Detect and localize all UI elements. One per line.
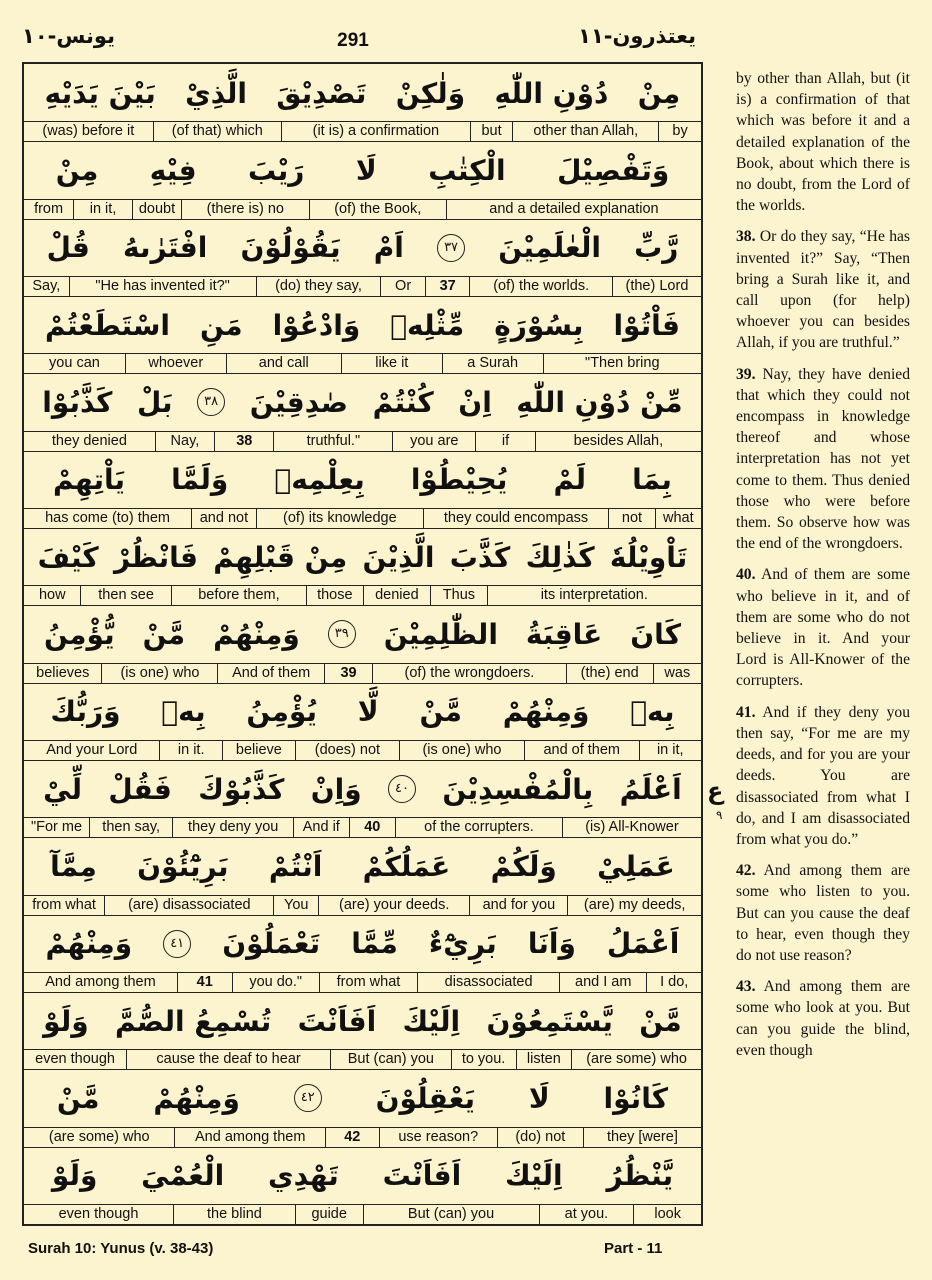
- arabic-line: [24, 915, 701, 973]
- arabic-word: رَيْبَ: [248, 153, 305, 187]
- arabic-word: لَا: [355, 153, 377, 187]
- arabic-word: بِمَا: [632, 463, 672, 497]
- translation-text: And among them are some who listen to you. But can you cause the deaf to hear, even though they do not use reason?: [736, 862, 910, 964]
- english-gloss-line: [24, 431, 701, 451]
- ayah-number-marker: ٣٩: [328, 620, 356, 648]
- arabic-word: اَعْلَمُ: [619, 772, 682, 806]
- header-surah-arabic: يونس-١٠: [22, 24, 115, 48]
- translation-paragraph: [736, 976, 910, 1061]
- arabic-word: مَنِ: [200, 308, 243, 342]
- arabic-word: مِّنْ دُوْنِ اللّٰهِ: [516, 385, 683, 419]
- arabic-word: اَمْ: [373, 231, 404, 265]
- gloss-cell: listen: [516, 1050, 572, 1069]
- gloss-cell: truthful.": [273, 432, 392, 451]
- translation-paragraph: [736, 226, 910, 353]
- arabic-word: اِنْ: [458, 385, 492, 419]
- arabic-word: مِنْ قَبْلِهِمْ: [213, 540, 348, 574]
- gloss-cell: But (can) you: [330, 1050, 451, 1069]
- gloss-cell: (are some) who: [48, 1128, 150, 1145]
- gloss-cell: (is one) who: [399, 741, 524, 760]
- gloss-cell: you are: [392, 432, 475, 451]
- translation-text: Or do they say, “He has invented it?” Say, “Then bring a Surah like it, and call upon (for help) whoever you can besides Allah, if you are truthful.”: [736, 228, 910, 352]
- arabic-word: وَاِنْ: [310, 772, 362, 806]
- arabic-word: يُحِيْطُوْا: [410, 463, 508, 497]
- gloss-cell: other than Allah,: [512, 122, 658, 141]
- verse-number: 41.: [736, 703, 756, 721]
- word-by-word-grid: [22, 62, 703, 1226]
- arabic-word: فَاْتُوْا: [613, 308, 680, 342]
- arabic-word: كَذٰلِكَ: [525, 540, 595, 574]
- arabic-word: وَمِنْهُمْ: [153, 1081, 240, 1115]
- gloss-cell: (of that) which: [153, 122, 282, 141]
- arabic-word: كَذَّبَ: [449, 540, 511, 574]
- gloss-cell: "For me: [30, 819, 83, 836]
- arabic-word: بَلْ: [137, 385, 173, 419]
- arabic-word: لَّا: [357, 695, 379, 729]
- arabic-word: وَلَوْ: [51, 1159, 98, 1193]
- gloss-cell: not: [608, 509, 654, 528]
- gloss-cell: denied: [363, 586, 431, 605]
- gloss-cell: they denied: [51, 432, 127, 449]
- verse-row: [24, 141, 701, 219]
- gloss-cell: (are) my deeds,: [567, 896, 701, 915]
- gloss-cell: and of them: [524, 741, 639, 760]
- arabic-word: مَّنْ: [142, 617, 186, 651]
- arabic-word: وَمِنْهُمْ: [45, 927, 133, 961]
- gloss-cell: from: [34, 200, 64, 217]
- english-gloss-line: [24, 740, 701, 760]
- gloss-cell: (of) the Book,: [309, 200, 446, 219]
- gloss-cell: in it,: [73, 200, 132, 219]
- arabic-word: لَا: [528, 1081, 550, 1115]
- arabic-line: [24, 141, 701, 199]
- gloss-cell: the blind: [173, 1205, 295, 1224]
- arabic-word: رَّبِّ: [634, 231, 679, 265]
- gloss-cell: even though: [58, 1205, 139, 1222]
- arabic-word: بِهٖ: [630, 695, 675, 729]
- english-gloss-line: [24, 663, 701, 683]
- arabic-word: اَعْمَلُ: [606, 927, 680, 961]
- arabic-word: لِّيْ: [43, 772, 83, 806]
- gloss-cell: but: [470, 122, 513, 141]
- english-gloss-line: [24, 276, 701, 296]
- arabic-word: فِيْهِ: [149, 153, 197, 187]
- arabic-word: بَيْنَ يَدَيْهِ: [44, 76, 156, 110]
- footer-surah-reference: Surah 10: Yunus (v. 38-43): [28, 1240, 214, 1257]
- arabic-word: يَّنْظُرُ: [606, 1159, 674, 1193]
- gloss-cell: then say,: [89, 818, 172, 837]
- gloss-cell: from what: [319, 973, 417, 992]
- gloss-cell: believes: [36, 664, 90, 681]
- arabic-word: تَاْوِيْلُهٗ: [609, 540, 688, 574]
- arabic-word: مَّنْ: [56, 1081, 100, 1115]
- english-gloss-line: [24, 1127, 701, 1147]
- verse-row: [24, 760, 701, 838]
- english-gloss-line: [24, 1204, 701, 1224]
- gloss-cell: (is) All-Knower: [562, 818, 701, 837]
- translation-text: And if they deny you then say, “For me are my deeds, and for you are your deeds. You are disassociated from what I do, and I am disassociated from what you do.”: [736, 703, 910, 848]
- arabic-word: الْعٰلَمِيْنَ: [498, 231, 601, 265]
- gloss-cell: use reason?: [379, 1128, 497, 1147]
- verse-row: [24, 1147, 701, 1224]
- translation-text: by other than Allah, but (it is) a confirmation of that which was before it and a detailed explanation of the Book, about which there is no doubt, from the Lord of the worlds.: [736, 70, 910, 215]
- arabic-word: الْكِتٰبِ: [428, 153, 506, 187]
- arabic-word: مَّنْ: [639, 1004, 682, 1038]
- verse-row: [24, 605, 701, 683]
- gloss-cell: And your Lord: [46, 741, 138, 758]
- arabic-word: عَمَلُكُمْ: [362, 849, 451, 883]
- arabic-word: مِنْ: [55, 153, 99, 187]
- arabic-word: وَتَفْصِيْلَ: [557, 153, 670, 187]
- gloss-cell: they [were]: [583, 1128, 701, 1147]
- verse-row: [24, 296, 701, 374]
- arabic-word: اِلَيْكَ: [402, 1004, 461, 1038]
- gloss-cell: then see: [80, 586, 170, 605]
- gloss-cell: (do) they say,: [256, 277, 381, 296]
- arabic-word: وَلَمَّا: [171, 463, 229, 497]
- arabic-word: كَذَّبُوْا: [42, 385, 113, 419]
- arabic-word: اسْتَطَعْتُمْ: [45, 308, 171, 342]
- arabic-word: وَادْعُوْا: [272, 308, 361, 342]
- arabic-line: [24, 605, 701, 663]
- arabic-word: تَعْمَلُوْنَ: [222, 927, 321, 961]
- verse-row: [24, 1069, 701, 1147]
- arabic-word: تُسْمِعُ الصُّمَّ: [114, 1004, 272, 1038]
- arabic-word: تَهْدِي: [267, 1159, 339, 1193]
- gloss-cell: (of) the worlds.: [469, 277, 612, 296]
- verse-number: 39.: [736, 365, 756, 383]
- arabic-word: مِّثْلِهٖ: [390, 308, 465, 342]
- gloss-cell: And among them: [45, 973, 156, 990]
- gloss-cell: look: [633, 1205, 701, 1224]
- english-gloss-line: [24, 121, 701, 141]
- gloss-cell: was: [653, 664, 701, 683]
- gloss-cell: and for you: [469, 896, 567, 915]
- gloss-cell: "He has invented it?": [69, 277, 256, 296]
- gloss-cell: they deny you: [172, 818, 293, 837]
- arabic-word: يُّؤْمِنُ: [43, 617, 115, 651]
- verse-row: [24, 683, 701, 761]
- gloss-cell: has come (to) them: [45, 509, 170, 526]
- arabic-word: بِهٖ: [161, 695, 206, 729]
- header-juz-arabic: يعتذرون-١١: [578, 24, 696, 48]
- verse-number: 40.: [736, 566, 756, 584]
- gloss-cell: (are) disassociated: [104, 896, 273, 915]
- verse-row: [24, 219, 701, 297]
- arabic-word: اَنْتُمْ: [268, 849, 323, 883]
- footer-part: Part - 11: [604, 1240, 663, 1257]
- gloss-cell: guide: [295, 1205, 363, 1224]
- translation-paragraph: [736, 564, 910, 691]
- gloss-cell: before them,: [171, 586, 306, 605]
- translation-text: And of them are some who believe in it, and of them are some who do not believe in it. And your Lord is All-Knower of the corrupters.: [736, 566, 910, 690]
- arabic-line: [24, 683, 701, 741]
- gloss-cell: what: [655, 509, 701, 528]
- gloss-cell: from what: [32, 896, 96, 913]
- gloss-cell: you can: [49, 355, 100, 372]
- arabic-line: [24, 992, 701, 1050]
- arabic-word: بَرِيْٓئُوْنَ: [137, 849, 229, 883]
- ayah-number-marker: ٣٨: [197, 388, 225, 416]
- gloss-cell: I do,: [646, 973, 701, 992]
- arabic-word: يُؤْمِنُ: [246, 695, 317, 729]
- gloss-cell: (it is) a confirmation: [281, 122, 470, 141]
- verse-row: [24, 528, 701, 606]
- gloss-cell: besides Allah,: [535, 432, 701, 451]
- arabic-word: الَّذِيْنَ: [362, 540, 435, 574]
- arabic-word: وَمِنْهُمْ: [502, 695, 590, 729]
- english-gloss-line: [24, 585, 701, 605]
- verse-row: [24, 837, 701, 915]
- arabic-word: عَمَلِيْ: [597, 849, 675, 883]
- verse-row: [24, 915, 701, 993]
- arabic-word: وَاَنَا: [527, 927, 576, 961]
- gloss-cell: "Then bring: [543, 354, 701, 373]
- arabic-word: يَاْتِهِمْ: [53, 463, 126, 497]
- arabic-word: لَمْ: [553, 463, 586, 497]
- arabic-word: وَلَكُمْ: [490, 849, 557, 883]
- gloss-cell: (the) end: [566, 664, 653, 683]
- gloss-cell: a Surah: [442, 354, 543, 373]
- translation-text: And among them are some who look at you. But can you guide the blind, even though: [736, 978, 910, 1059]
- gloss-cell: and a detailed explanation: [446, 200, 701, 219]
- gloss-cell: (does) not: [295, 741, 399, 760]
- arabic-line: [24, 64, 701, 122]
- arabic-word: كَذَّبُوْكَ: [198, 772, 285, 806]
- gloss-cell: they could encompass: [423, 509, 608, 528]
- arabic-word: اَفَاَنْتَ: [297, 1004, 377, 1038]
- arabic-word: مِّمَّا: [351, 927, 398, 961]
- english-gloss-line: [24, 817, 701, 837]
- arabic-word: كَانَ: [630, 617, 681, 651]
- gloss-cell: Or: [380, 277, 425, 296]
- gloss-verse-number: 40: [349, 818, 395, 837]
- arabic-word: بِالْمُفْسِدِيْنَ: [442, 772, 594, 806]
- gloss-verse-number: 41: [177, 973, 232, 992]
- verse-row: [24, 992, 701, 1070]
- arabic-word: عَاقِبَةُ: [525, 617, 603, 651]
- gloss-cell: and call: [226, 354, 341, 373]
- gloss-cell: by: [658, 122, 701, 141]
- gloss-cell: its interpretation.: [487, 586, 701, 605]
- translation-paragraph: [736, 702, 910, 850]
- gloss-cell: (there is) no: [181, 200, 309, 219]
- gloss-cell: in it.: [159, 741, 221, 760]
- arabic-line: [24, 760, 701, 818]
- arabic-word: وَرَبُّكَ: [50, 695, 121, 729]
- gloss-verse-number: 42: [325, 1128, 379, 1147]
- ayah-number-marker: ٤٠: [388, 775, 416, 803]
- translation-paragraph: [736, 68, 910, 216]
- arabic-word: بَرِيْٓءٌ: [428, 927, 497, 961]
- english-gloss-line: [24, 972, 701, 992]
- gloss-cell: (do) not: [497, 1128, 583, 1147]
- gloss-cell: (are some) who: [571, 1050, 701, 1069]
- gloss-cell: (is one) who: [101, 664, 217, 683]
- verse-row: [24, 64, 701, 142]
- arabic-word: مِنْ: [637, 76, 681, 110]
- gloss-cell: (are) your deeds.: [318, 896, 469, 915]
- gloss-cell: (of) its knowledge: [256, 509, 423, 528]
- arabic-word: فَانْظُرْ: [113, 540, 199, 574]
- gloss-cell: of the corrupters.: [395, 818, 562, 837]
- arabic-word: مَّنْ: [419, 695, 462, 729]
- english-gloss-line: [24, 199, 701, 219]
- gloss-cell: cause the deaf to hear: [126, 1050, 330, 1069]
- gloss-cell: whoever: [125, 354, 226, 373]
- arabic-word: افْتَرٰىهُ: [123, 231, 208, 265]
- verse-number: 43.: [736, 978, 756, 996]
- gloss-cell: And of them: [217, 664, 323, 683]
- gloss-cell: at you.: [539, 1205, 634, 1224]
- gloss-cell: doubt: [132, 200, 181, 219]
- arabic-word: تَصْدِيْقَ: [276, 76, 367, 110]
- arabic-line: [24, 373, 701, 431]
- gloss-cell: those: [306, 586, 362, 605]
- ayah-number-marker: ٣٧: [437, 234, 465, 262]
- arabic-word: الْعُمْيَ: [141, 1159, 225, 1193]
- verse-number: 38.: [736, 228, 756, 246]
- arabic-line: [24, 219, 701, 277]
- arabic-word: اِلَيْكَ: [505, 1159, 563, 1193]
- english-gloss-line: [24, 508, 701, 528]
- ayah-number-marker: ٤٢: [294, 1084, 322, 1112]
- gloss-cell: (of) the wrongdoers.: [372, 664, 565, 683]
- gloss-cell: And if: [293, 818, 349, 837]
- ruku-marker: ع: [707, 777, 724, 805]
- english-gloss-line: [24, 353, 701, 373]
- gloss-cell: how: [38, 587, 66, 604]
- verse-row: [24, 451, 701, 529]
- arabic-word: يَعْقِلُوْنَ: [375, 1081, 475, 1115]
- arabic-word: بِسُوْرَةٍ: [494, 308, 584, 342]
- arabic-line: [24, 1147, 701, 1205]
- arabic-word: الظّٰلِمِيْنَ: [383, 617, 498, 651]
- arabic-word: بِعِلْمِهٖ: [274, 463, 365, 497]
- gloss-cell: if: [475, 432, 534, 451]
- gloss-cell: you do.": [232, 973, 319, 992]
- gloss-cell: disassociated: [417, 973, 559, 992]
- gloss-cell: You: [273, 896, 318, 915]
- gloss-cell: Say,: [32, 277, 61, 294]
- ayah-number-marker: ٤١: [163, 930, 191, 958]
- arabic-word: اَفَاَنْتَ: [382, 1159, 462, 1193]
- gloss-cell: believe: [222, 741, 295, 760]
- translation-paragraph: [736, 860, 910, 966]
- gloss-cell: (was) before it: [42, 123, 135, 140]
- arabic-line: [24, 1069, 701, 1127]
- arabic-line: [24, 837, 701, 895]
- gloss-cell: in it,: [639, 741, 701, 760]
- arabic-word: كَيْفَ: [37, 540, 99, 574]
- gloss-cell: But (can) you: [363, 1205, 539, 1224]
- arabic-word: كَانُوْا: [603, 1081, 668, 1115]
- gloss-cell: Thus: [430, 586, 486, 605]
- verse-number: 42.: [736, 862, 756, 880]
- arabic-word: يَّسْتَمِعُوْنَ: [486, 1004, 613, 1038]
- translation-column: [736, 68, 910, 1071]
- arabic-line: [24, 451, 701, 509]
- gloss-cell: and not: [191, 509, 256, 528]
- arabic-word: صٰدِقِيْنَ: [249, 385, 348, 419]
- gloss-cell: to you.: [451, 1050, 516, 1069]
- gloss-cell: (the) Lord: [612, 277, 701, 296]
- gloss-cell: even though: [35, 1051, 115, 1068]
- english-gloss-line: [24, 895, 701, 915]
- gloss-verse-number: 39: [324, 664, 372, 683]
- arabic-word: الَّذِيْ: [185, 76, 248, 110]
- arabic-word: فَقُلْ: [108, 772, 172, 806]
- gloss-cell: like it: [341, 354, 442, 373]
- translation-text: Nay, they have denied that which they could not encompass in knowledge thereof and whose interpretation has not yet come to them. Thus denied those who were before them. So observe how was the end of the wrongdoers.: [736, 365, 910, 553]
- arabic-word: وَلَوْ: [43, 1004, 89, 1038]
- ruku-number: ٩: [716, 808, 723, 822]
- arabic-line: [24, 528, 701, 586]
- gloss-cell: Nay,: [155, 432, 214, 451]
- arabic-word: كُنْتُمْ: [372, 385, 434, 419]
- gloss-cell: and I am: [559, 973, 646, 992]
- arabic-word: وَلٰكِنْ: [395, 76, 466, 110]
- arabic-word: وَمِنْهُمْ: [213, 617, 300, 651]
- gloss-cell: And among them: [174, 1128, 324, 1147]
- arabic-word: قُلْ: [46, 231, 90, 265]
- verse-row: [24, 373, 701, 451]
- gloss-verse-number: 38: [214, 432, 273, 451]
- page-number: 291: [337, 30, 369, 51]
- arabic-word: يَقُوْلُوْنَ: [240, 231, 341, 265]
- english-gloss-line: [24, 1049, 701, 1069]
- translation-paragraph: [736, 364, 910, 555]
- arabic-word: مِمَّآ: [50, 849, 97, 883]
- arabic-line: [24, 296, 701, 354]
- arabic-word: دُوْنِ اللّٰهِ: [494, 76, 609, 110]
- gloss-verse-number: 37: [425, 277, 470, 296]
